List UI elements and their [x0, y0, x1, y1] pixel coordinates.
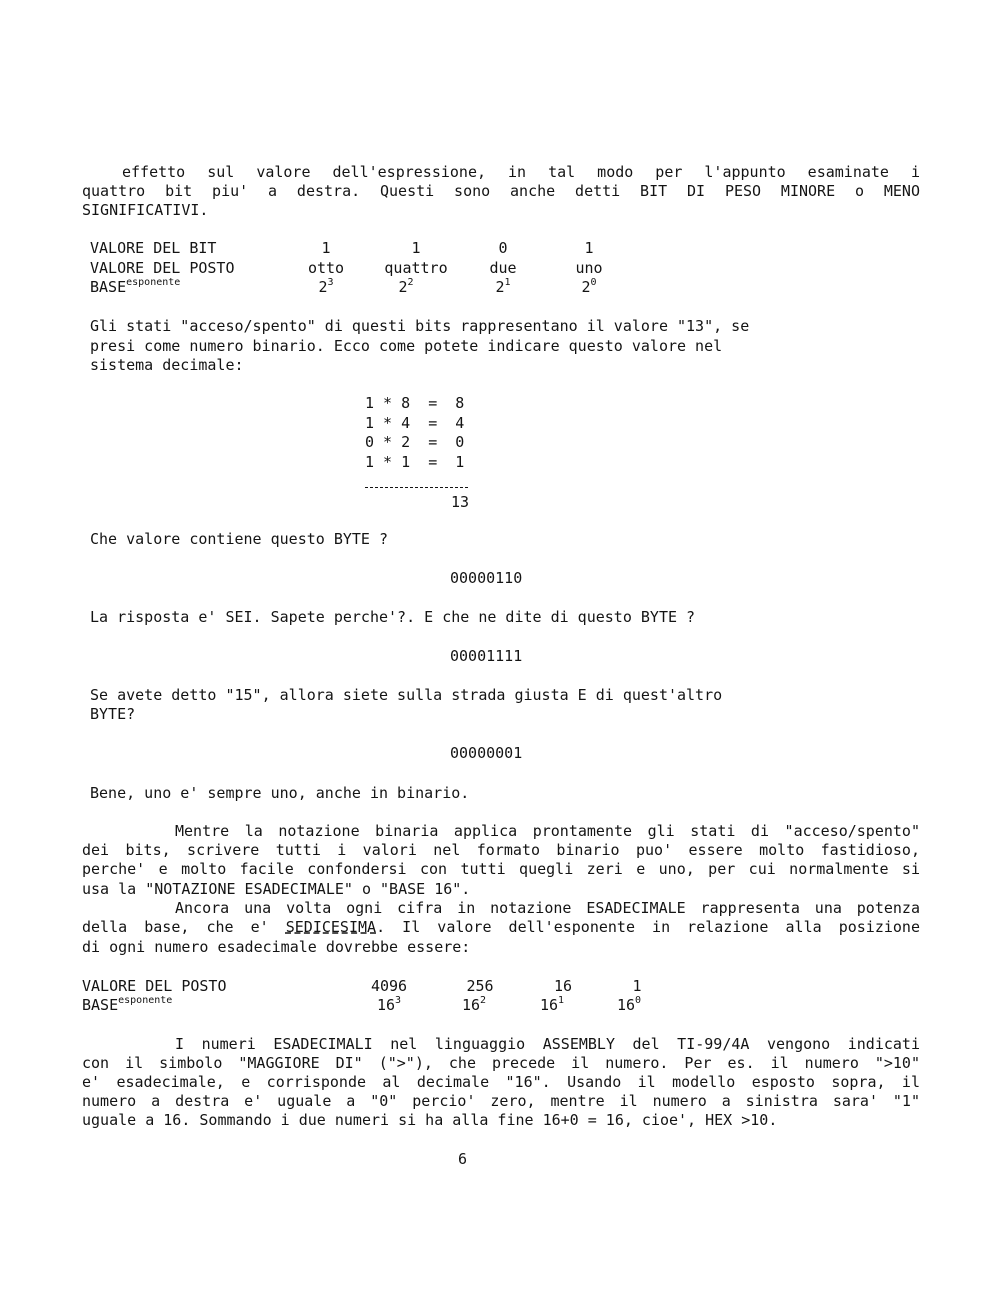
- para4-line-2: con il simbolo "MAGGIORE DI" (">"), che precede il numero. Per es. il numero ">10": [82, 1054, 920, 1072]
- para3-line-2: della base, che e' SEDICESIMA. Il valore dell'esponente in relazione alla posizione: [82, 918, 920, 936]
- byte-example-3: 00000001: [450, 744, 523, 762]
- question-1: Che valore contiene questo BYTE ?: [90, 530, 389, 548]
- para4-line-5: uguale a 16. Sommando i due numeri si ha alla fine 16+0 = 16, cioe', HEX >10.: [82, 1111, 778, 1129]
- para3-line-3: di ogni numero esadecimale dovrebbe essere:: [82, 938, 471, 956]
- power-2-1: $2^1$: [495, 277, 511, 296]
- sum-row: 1 * 8 = 8: [365, 394, 465, 412]
- page-number: 6: [458, 1150, 468, 1168]
- sum-total: 13: [451, 493, 470, 511]
- para1-line-2: presi come numero binario. Ecco come potete indicare questo valore nel: [90, 337, 723, 355]
- power-2-0: $2^0$: [581, 277, 597, 296]
- bit-value-4: 1: [411, 239, 421, 257]
- bit-value-2: 0: [498, 239, 508, 257]
- sedicesima-underlined: SEDICESIMA: [285, 918, 377, 936]
- sum-divider: [365, 487, 468, 488]
- sum-row: 1 * 1 = 1: [365, 453, 465, 471]
- question-2: La risposta e' SEI. Sapete perche'?. E che ne dite di questo BYTE ?: [90, 608, 696, 626]
- question-3-line-2: BYTE?: [90, 705, 136, 723]
- byte-example-2: 00001111: [450, 647, 523, 665]
- para2-line-1: Mentre la notazione binaria applica prontamente gli stati di "acceso/spento": [175, 822, 920, 840]
- intro-paragraph: [82, 163, 920, 201]
- row-label-bit-value: VALORE DEL BIT: [90, 239, 217, 257]
- place-value-2: due: [489, 259, 517, 277]
- para4-line-4: numero a destra e' uguale a "0" percio' zero, mentre il numero a sinistra sara' "1": [82, 1092, 920, 1110]
- bit-value-1: 1: [584, 239, 594, 257]
- place-value-1: uno: [575, 259, 603, 277]
- power-16-1: $16^1$: [539, 995, 565, 1014]
- question-3-line-1: Se avete detto "15", allora siete sulla strada giusta E di quest'altro: [90, 686, 723, 704]
- power-2-2: $2^2$: [398, 277, 414, 296]
- para2-line-4: usa la "NOTAZIONE ESADECIMALE" o "BASE 16".: [82, 880, 471, 898]
- hex-place-16: 16: [553, 977, 573, 995]
- para1-line-3: sistema decimale:: [90, 356, 244, 374]
- row-label-place-value: VALORE DEL POSTO: [90, 259, 235, 277]
- power-2-3: $2^3$: [318, 277, 334, 296]
- para2-line-2: dei bits, scrivere tutti i valori nel formato binario puo' essere molto fastidioso,: [82, 841, 920, 859]
- intro-line-1: effetto sul valore dell'espressione, in tal modo per l'appunto esaminate i: [122, 163, 920, 181]
- power-16-0: $16^0$: [616, 995, 642, 1014]
- para3-line-1: Ancora una volta ogni cifra in notazione ESADECIMALE rappresenta una potenza: [175, 899, 920, 917]
- para2: [82, 822, 920, 879]
- para4-line-3: e' esadecimale, e corrisponde al decimale "16". Usando il modello esposto sopra, il: [82, 1073, 920, 1091]
- bit-value-8: 1: [321, 239, 331, 257]
- power-16-3: $16^3$: [376, 995, 402, 1014]
- para3: [82, 899, 920, 937]
- sum-row: 1 * 4 = 4: [365, 414, 465, 432]
- para2-line-3: perche' e molto facile confondersi con tutti quegli zeri e uno, per cui normalmente si: [82, 860, 920, 878]
- para4: [82, 1035, 920, 1111]
- para1-line-1: Gli stati "acceso/spento" di questi bits rappresentano il valore "13", se: [90, 317, 750, 335]
- power-16-2: $16^2$: [461, 995, 487, 1014]
- place-value-4: quattro: [384, 259, 448, 277]
- row-label-base-exponent: $BASE^{esponente}$: [90, 277, 181, 296]
- hex-row-label-base-exponent: $BASE^{esponente}$: [82, 995, 173, 1014]
- place-value-8: otto: [307, 259, 345, 277]
- sum-row: 0 * 2 = 0: [365, 433, 465, 451]
- byte-example-1: 00000110: [450, 569, 523, 587]
- statement: Bene, uno e' sempre uno, anche in binario.: [90, 784, 470, 802]
- hex-place-4096: 4096: [370, 977, 408, 995]
- hex-row-label-place-value: VALORE DEL POSTO: [82, 977, 227, 995]
- intro-line-2: quattro bit piu' a destra. Questi sono anche detti BIT DI PESO MINORE o MENO: [82, 182, 920, 200]
- para4-line-1: I numeri ESADECIMALI nel linguaggio ASSEMBLY del TI-99/4A vengono indicati: [175, 1035, 920, 1053]
- hex-place-256: 256: [466, 977, 494, 995]
- hex-place-1: 1: [632, 977, 642, 995]
- intro-line-3: SIGNIFICATIVI.: [82, 201, 209, 219]
